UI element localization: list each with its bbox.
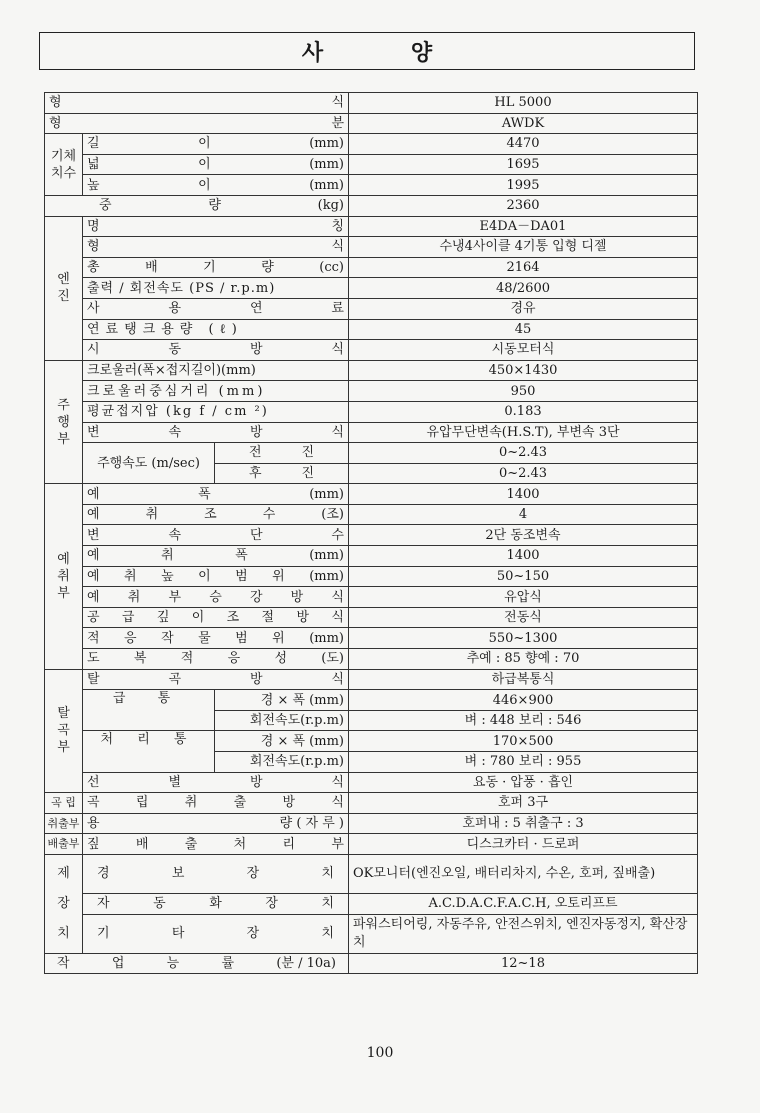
table-row bbox=[45, 813, 698, 834]
table-row bbox=[45, 649, 698, 670]
capacity-label: 용 량 ( 자 루 ) bbox=[87, 816, 344, 832]
model-value: HL 5000 bbox=[349, 93, 698, 114]
table-row bbox=[45, 381, 698, 402]
crop-range-label: 적 응 작 물 범 위 (mm) bbox=[87, 630, 344, 646]
devices-group: 제 장 치 bbox=[45, 854, 83, 953]
table-row bbox=[45, 669, 698, 690]
output-value: 48/2600 bbox=[349, 278, 698, 299]
fuel-label: 사 용 연 료 bbox=[87, 301, 344, 317]
table-row bbox=[45, 401, 698, 422]
height-range-value: 50~150 bbox=[349, 566, 698, 587]
tank-label: 연료탱크용량 (ℓ) bbox=[83, 319, 349, 340]
threshing-method-label: 탈 곡 방 식 bbox=[87, 671, 344, 687]
reap-width-label: 예 폭 (mm) bbox=[87, 486, 344, 502]
discharge-group: 배출부 bbox=[45, 834, 83, 855]
table-row bbox=[45, 854, 698, 893]
auto-label: 자 동 화 장 치 bbox=[97, 896, 334, 912]
reap-rows-label: 예 취 조 수 (조) bbox=[87, 507, 344, 523]
tank-value: 45 bbox=[349, 319, 698, 340]
crawler-value: 450×1430 bbox=[349, 360, 698, 381]
table-row bbox=[45, 93, 698, 114]
outlet-group: 취출부 bbox=[45, 813, 83, 834]
transmission-label: 변 속 방 식 bbox=[87, 424, 344, 440]
table-row bbox=[45, 566, 698, 587]
length-value: 4470 bbox=[349, 134, 698, 155]
threshing-method-value: 하급복통식 bbox=[349, 669, 698, 690]
threshing-group: 탈 곡 부 bbox=[45, 669, 83, 793]
table-row bbox=[45, 484, 698, 505]
reap-shift-value: 2단 동조변속 bbox=[349, 525, 698, 546]
model-label: 형 식 bbox=[49, 95, 344, 111]
proc-speed-value: 벼 : 780 보리 : 955 bbox=[349, 752, 698, 773]
pressure-value: 0.183 bbox=[349, 401, 698, 422]
engine-type-value: 수냉4사이클 4기통 입형 디젤 bbox=[349, 237, 698, 258]
spec-table bbox=[44, 92, 698, 974]
straw-label: 짚 배 출 처 리 부 bbox=[87, 836, 344, 852]
feed-depth-label: 공 급 깊 이 조 절 방 식 bbox=[87, 610, 344, 626]
table-row bbox=[45, 195, 698, 216]
table-row bbox=[45, 546, 698, 567]
straw-value: 디스크카터 · 드로퍼 bbox=[349, 834, 698, 855]
grain-label: 곡 립 취 출 방 식 bbox=[87, 795, 344, 811]
speed-group: 주행속도 (m/sec) bbox=[83, 443, 215, 484]
table-row bbox=[45, 731, 698, 752]
cut-width-value: 1400 bbox=[349, 546, 698, 567]
reverse-value: 0~2.43 bbox=[349, 463, 698, 484]
table-row bbox=[45, 257, 698, 278]
proc-size-value: 170×500 bbox=[349, 731, 698, 752]
other-label: 기 타 장 치 bbox=[97, 926, 334, 942]
work-label: 작 업 능 률 (분 / 10a) bbox=[57, 955, 336, 971]
auto-value: A.C.D.A.C.F.A.C.H, 오토리프트 bbox=[349, 893, 698, 914]
table-row bbox=[45, 319, 698, 340]
reap-rows-value: 4 bbox=[349, 504, 698, 525]
table-row bbox=[45, 525, 698, 546]
page-number: 100 bbox=[366, 1045, 394, 1061]
reap-width-value: 1400 bbox=[349, 484, 698, 505]
forward-value: 0~2.43 bbox=[349, 443, 698, 464]
table-row bbox=[45, 443, 698, 464]
page-title: 사 양 bbox=[39, 32, 695, 70]
other-value: 파워스티어링, 자동주유, 안전스위치, 엔진자동정지, 확산장치 bbox=[349, 914, 698, 953]
table-row bbox=[45, 298, 698, 319]
sorting-label: 선 별 방 식 bbox=[87, 774, 344, 790]
table-row bbox=[45, 340, 698, 361]
drum-speed-value: 벼 : 448 보리 : 546 bbox=[349, 710, 698, 731]
table-row bbox=[45, 953, 698, 974]
fuel-value: 경유 bbox=[349, 298, 698, 319]
type-label: 형 분 bbox=[49, 115, 344, 131]
width-label: 넓 이 (mm) bbox=[87, 157, 344, 173]
feed-depth-value: 전동식 bbox=[349, 607, 698, 628]
alarm-value: OK모니터(엔진오일, 배터리차지, 수온, 호퍼, 짚배출) bbox=[349, 854, 698, 893]
work-value: 12~18 bbox=[349, 953, 698, 974]
table-row bbox=[45, 628, 698, 649]
start-label: 시 동 방 식 bbox=[87, 342, 344, 358]
table-row bbox=[45, 772, 698, 793]
type-value: AWDK bbox=[349, 113, 698, 134]
forward-label: 전 진 bbox=[249, 445, 314, 461]
table-row bbox=[45, 793, 698, 814]
processor-label: 처 리 통 bbox=[83, 731, 215, 772]
width-value: 1695 bbox=[349, 154, 698, 175]
table-row bbox=[45, 504, 698, 525]
crawler-label: 크로울러(폭×접지길이)(mm) bbox=[83, 360, 349, 381]
drum-size-value: 446×900 bbox=[349, 690, 698, 711]
grain-group: 곡 립 bbox=[45, 793, 83, 814]
table-row bbox=[45, 360, 698, 381]
engine-group: 엔 진 bbox=[45, 216, 83, 360]
weight-value: 2360 bbox=[349, 195, 698, 216]
table-row bbox=[45, 134, 698, 155]
reaping-group: 예 취 부 bbox=[45, 484, 83, 669]
weight-label: 중 량 (kg) bbox=[99, 198, 344, 214]
drum-label: 급 통 bbox=[83, 690, 215, 731]
table-row bbox=[45, 278, 698, 299]
table-row bbox=[45, 587, 698, 608]
pressure-label: 평균접지압 (kg f / cm ²) bbox=[83, 401, 349, 422]
height-range-label: 예 취 높 이 범 위 (mm) bbox=[87, 568, 344, 584]
table-row bbox=[45, 607, 698, 628]
travel-group: 주 행 부 bbox=[45, 360, 83, 484]
engine-type-label: 형 식 bbox=[87, 239, 344, 255]
sorting-value: 요동 · 압풍 · 흡인 bbox=[349, 772, 698, 793]
capacity-value: 호퍼내 : 5 취출구 : 3 bbox=[349, 813, 698, 834]
length-label: 길 이 (mm) bbox=[87, 136, 344, 152]
center-label: 크로울러중심거리 (mm) bbox=[83, 381, 349, 402]
body-group: 기체 치수 bbox=[45, 134, 83, 196]
table-row bbox=[45, 237, 698, 258]
table-row bbox=[45, 113, 698, 134]
table-row bbox=[45, 422, 698, 443]
lift-value: 유압식 bbox=[349, 587, 698, 608]
table-row bbox=[45, 914, 698, 953]
table-row bbox=[45, 175, 698, 196]
engine-name-label: 명 칭 bbox=[87, 218, 344, 234]
displacement-label: 총 배 기 량 (cc) bbox=[87, 260, 344, 276]
height-value: 1995 bbox=[349, 175, 698, 196]
lift-label: 예 취 부 승 강 방 식 bbox=[87, 589, 344, 605]
start-value: 시동모터식 bbox=[349, 340, 698, 361]
center-value: 950 bbox=[349, 381, 698, 402]
reap-shift-label: 변 속 단 수 bbox=[87, 527, 344, 543]
table-row bbox=[45, 690, 698, 711]
reverse-label: 후 진 bbox=[249, 465, 314, 481]
cut-width-label: 예 취 폭 (mm) bbox=[87, 548, 344, 564]
displacement-value: 2164 bbox=[349, 257, 698, 278]
transmission-value: 유압무단변속(H.S.T), 부변속 3단 bbox=[349, 422, 698, 443]
lodging-value: 추예 : 85 향예 : 70 bbox=[349, 649, 698, 670]
height-label: 높 이 (mm) bbox=[87, 177, 344, 193]
engine-name-value: E4DA－DA01 bbox=[349, 216, 698, 237]
drum-speed-label: 회전속도(r.p.m) bbox=[215, 710, 349, 731]
grain-value: 호퍼 3구 bbox=[349, 793, 698, 814]
output-label: 출력 / 회전속도 (PS / r.p.m) bbox=[83, 278, 349, 299]
table-row bbox=[45, 834, 698, 855]
table-row bbox=[45, 216, 698, 237]
alarm-label: 경 보 장 치 bbox=[97, 866, 334, 882]
drum-size-label: 경 × 폭 (mm) bbox=[215, 690, 349, 711]
table-row bbox=[45, 154, 698, 175]
proc-speed-label: 회전속도(r.p.m) bbox=[215, 752, 349, 773]
lodging-label: 도 복 적 응 성 (도) bbox=[87, 651, 344, 667]
proc-size-label: 경 × 폭 (mm) bbox=[215, 731, 349, 752]
table-row bbox=[45, 893, 698, 914]
crop-range-value: 550~1300 bbox=[349, 628, 698, 649]
